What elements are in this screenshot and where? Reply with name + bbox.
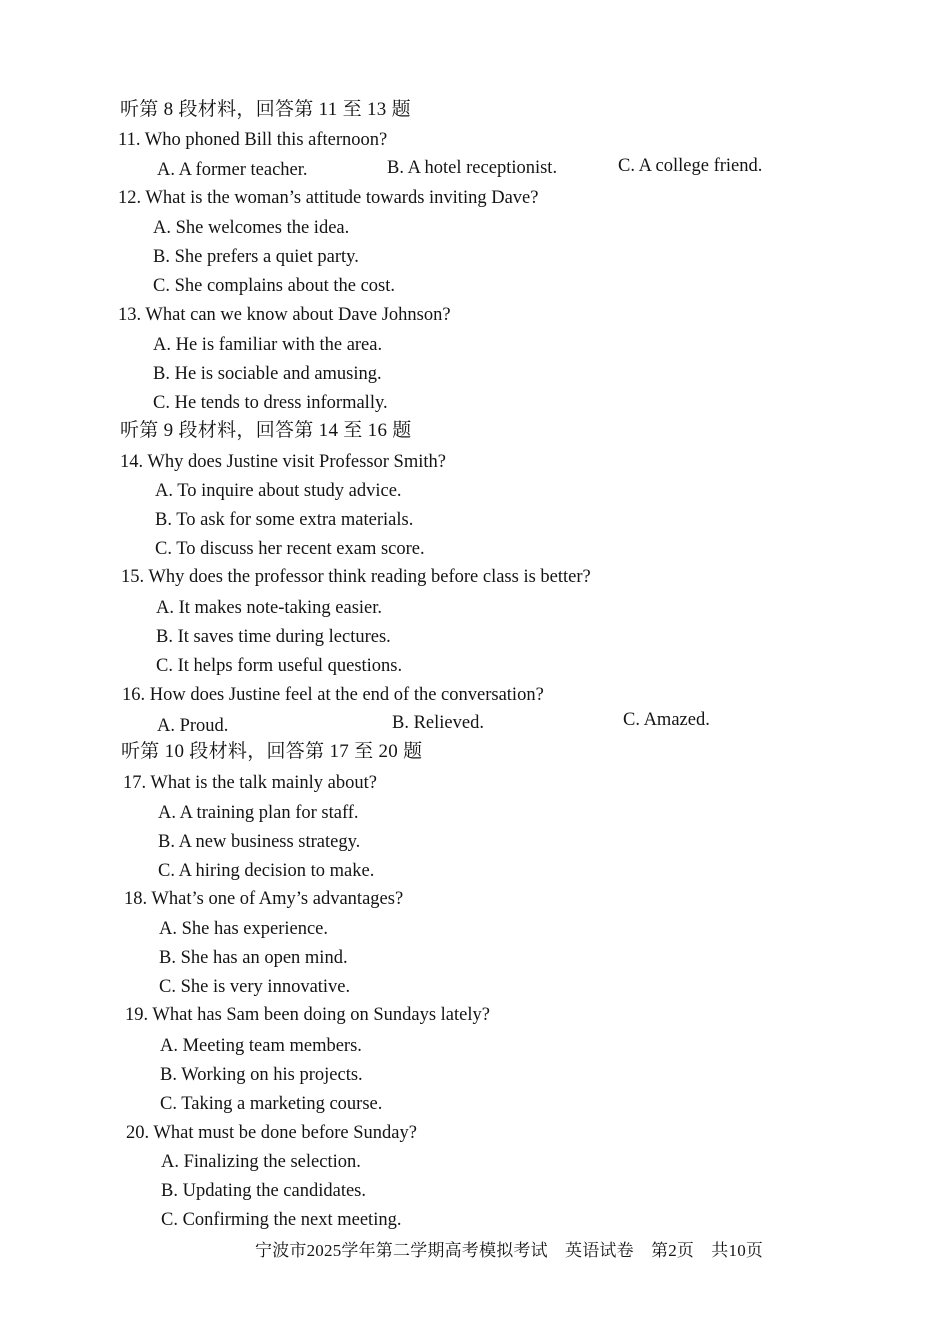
- option-a: A. A former teacher.: [157, 160, 308, 180]
- section-heading: 听第 9 段材料，回答第 14 至 16 题: [120, 420, 412, 441]
- option-a: A. He is familiar with the area.: [153, 335, 383, 355]
- option-c: C. Taking a marketing course.: [160, 1094, 383, 1114]
- option-b: B. He is sociable and amusing.: [153, 364, 382, 384]
- option-a: A. Meeting team members.: [160, 1036, 362, 1056]
- question-stem: 11. Who phoned Bill this afternoon?: [118, 130, 388, 150]
- option-b: B. It saves time during lectures.: [156, 627, 391, 647]
- question-stem: 18. What’s one of Amy’s advantages?: [124, 889, 404, 909]
- option-b: B. Working on his projects.: [160, 1065, 363, 1085]
- section-heading: 听第 8 段材料，回答第 11 至 13 题: [120, 99, 411, 120]
- option-b: B. To ask for some extra materials.: [155, 510, 414, 530]
- option-c: C. A hiring decision to make.: [158, 861, 375, 881]
- option-b: B. She prefers a quiet party.: [153, 247, 359, 267]
- option-c: C. Amazed.: [623, 710, 710, 730]
- question-stem: 15. Why does the professor think reading before class is better?: [121, 567, 591, 587]
- question-stem: 13. What can we know about Dave Johnson?: [118, 305, 451, 325]
- option-b: B. Relieved.: [392, 713, 484, 733]
- question-stem: 16. How does Justine feel at the end of the conversation?: [122, 685, 544, 705]
- option-a: A. She welcomes the idea.: [153, 218, 350, 238]
- option-b: B. Updating the candidates.: [161, 1181, 366, 1201]
- option-b: B. A hotel receptionist.: [387, 158, 558, 178]
- option-c: C. A college friend.: [618, 156, 763, 176]
- option-c: C. She complains about the cost.: [153, 276, 396, 296]
- option-b: B. She has an open mind.: [159, 948, 348, 968]
- page-footer: 宁波市2025学年第二学期高考模拟考试 英语试卷 第2页 共10页: [255, 1241, 764, 1260]
- option-a: A. To inquire about study advice.: [155, 481, 402, 501]
- option-c: C. To discuss her recent exam score.: [155, 539, 425, 559]
- question-stem: 20. What must be done before Sunday?: [126, 1123, 417, 1143]
- question-stem: 17. What is the talk mainly about?: [123, 773, 377, 793]
- option-c: C. It helps form useful questions.: [156, 656, 403, 676]
- option-c: C. She is very innovative.: [159, 977, 351, 997]
- option-b: B. A new business strategy.: [158, 832, 361, 852]
- option-a: A. Proud.: [157, 716, 229, 736]
- option-c: C. He tends to dress informally.: [153, 393, 388, 413]
- option-a: A. Finalizing the selection.: [161, 1152, 361, 1172]
- option-a: A. It makes note-taking easier.: [156, 598, 383, 618]
- option-a: A. She has experience.: [159, 919, 329, 939]
- section-heading: 听第 10 段材料，回答第 17 至 20 题: [121, 741, 423, 762]
- question-stem: 14. Why does Justine visit Professor Smith?: [120, 452, 446, 472]
- question-stem: 12. What is the woman’s attitude towards inviting Dave?: [118, 188, 539, 208]
- option-a: A. A training plan for staff.: [158, 803, 359, 823]
- question-stem: 19. What has Sam been doing on Sundays lately?: [125, 1005, 490, 1025]
- option-c: C. Confirming the next meeting.: [161, 1210, 402, 1230]
